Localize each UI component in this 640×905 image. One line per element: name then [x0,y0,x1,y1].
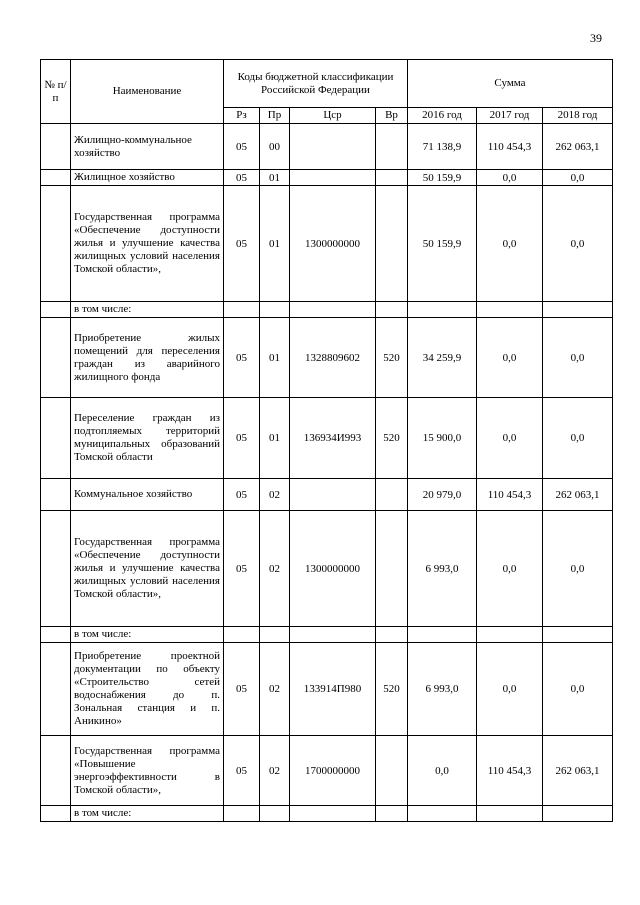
row-2016 [408,627,477,643]
row-name: Коммунальное хозяйство [71,479,224,511]
header-name: Наименование [71,60,224,124]
row-csr [290,170,376,186]
table-row [41,170,613,186]
header-pr: Пр [260,108,290,124]
table-row [41,479,613,511]
row-vr [376,302,408,318]
row-2016: 50 159,9 [408,186,477,302]
row-vr: 520 [376,318,408,398]
row-2018 [543,806,613,822]
row-2017: 110 454,3 [477,124,543,170]
row-name: в том числе: [71,302,224,318]
row-csr: 1700000000 [290,736,376,806]
header-num: № п/п [41,60,71,124]
row-2017: 110 454,3 [477,479,543,511]
row-2018: 0,0 [543,186,613,302]
row-2017 [477,806,543,822]
row-csr: 1300000000 [290,186,376,302]
row-pr: 01 [260,398,290,479]
row-vr [376,806,408,822]
row-2017 [477,627,543,643]
table-row [41,806,613,822]
row-num [41,479,71,511]
row-rz: 05 [224,186,260,302]
row-csr: 133914П980 [290,643,376,736]
row-pr: 02 [260,643,290,736]
row-name: Жилищное хозяйство [71,170,224,186]
row-name: Переселение граждан из подтопляемых территорий муниципальных образований Томской области [71,398,224,479]
row-2017: 0,0 [477,170,543,186]
row-vr [376,186,408,302]
row-2016: 20 979,0 [408,479,477,511]
row-vr [376,736,408,806]
row-num [41,124,71,170]
row-2016 [408,302,477,318]
row-name: в том числе: [71,806,224,822]
row-pr: 00 [260,124,290,170]
row-2017: 0,0 [477,186,543,302]
row-2017: 0,0 [477,643,543,736]
row-vr: 520 [376,398,408,479]
row-2016: 15 900,0 [408,398,477,479]
row-vr: 520 [376,643,408,736]
row-2016 [408,806,477,822]
table-row [41,186,613,302]
row-2016: 34 259,9 [408,318,477,398]
row-2018: 0,0 [543,511,613,627]
row-csr [290,627,376,643]
row-rz: 05 [224,511,260,627]
row-vr [376,479,408,511]
row-2016: 6 993,0 [408,511,477,627]
row-num [41,186,71,302]
row-rz: 05 [224,736,260,806]
row-pr: 02 [260,479,290,511]
row-num [41,806,71,822]
row-2018: 262 063,1 [543,736,613,806]
row-vr [376,170,408,186]
row-num [41,302,71,318]
header-2018: 2018 год [543,108,613,124]
row-name: Приобретение жилых помещений для переселения граждан из аварийного жилищного фонда [71,318,224,398]
row-2017 [477,302,543,318]
row-vr [376,511,408,627]
header-rz: Рз [224,108,260,124]
row-num [41,511,71,627]
row-2016: 71 138,9 [408,124,477,170]
row-2016: 0,0 [408,736,477,806]
row-2017: 0,0 [477,398,543,479]
row-rz: 05 [224,643,260,736]
row-csr: 1300000000 [290,511,376,627]
header-vr: Вр [376,108,408,124]
row-name: Жилищно-коммунальное хозяйство [71,124,224,170]
page-number: 39 [590,31,602,45]
row-rz: 05 [224,398,260,479]
row-2018: 0,0 [543,643,613,736]
row-vr [376,124,408,170]
row-pr [260,302,290,318]
row-rz: 05 [224,318,260,398]
table-row [41,736,613,806]
table-row [41,318,613,398]
table-row [41,627,613,643]
table-row [41,302,613,318]
row-csr [290,302,376,318]
table-row [41,643,613,736]
row-csr [290,479,376,511]
row-csr: 1328809602 [290,318,376,398]
row-csr: 136934И993 [290,398,376,479]
row-num [41,643,71,736]
row-2017: 110 454,3 [477,736,543,806]
row-csr [290,806,376,822]
row-name: Государственная программа «Обеспечение доступности жилья и улучшение качества жилищных условий населения Томской области», [71,186,224,302]
row-2016: 6 993,0 [408,643,477,736]
row-2018: 0,0 [543,398,613,479]
row-2018: 0,0 [543,170,613,186]
budget-table [40,59,613,822]
row-2018 [543,302,613,318]
row-pr: 02 [260,736,290,806]
row-name: Государственная программа «Повышение энергоэффективности в Томской области», [71,736,224,806]
row-pr: 02 [260,511,290,627]
header-2016: 2016 год [408,108,477,124]
row-csr [290,124,376,170]
row-pr: 01 [260,318,290,398]
row-num [41,318,71,398]
header-sum: Сумма [408,60,613,108]
row-num [41,627,71,643]
row-2017: 0,0 [477,511,543,627]
header-csr: Цср [290,108,376,124]
row-vr [376,627,408,643]
row-rz: 05 [224,170,260,186]
row-rz [224,627,260,643]
row-2018 [543,627,613,643]
header-2017: 2017 год [477,108,543,124]
row-num [41,736,71,806]
row-pr [260,806,290,822]
row-2018: 0,0 [543,318,613,398]
table-row [41,511,613,627]
row-pr [260,627,290,643]
row-name: в том числе: [71,627,224,643]
row-2018: 262 063,1 [543,479,613,511]
row-rz: 05 [224,124,260,170]
row-rz [224,806,260,822]
row-name: Приобретение проектной документации по объекту «Строительство сетей водоснабжения до п. Зональная станция и п. Аникино» [71,643,224,736]
table-row [41,124,613,170]
table-row [41,398,613,479]
row-pr: 01 [260,186,290,302]
row-rz [224,302,260,318]
row-rz: 05 [224,479,260,511]
row-num [41,398,71,479]
row-2016: 50 159,9 [408,170,477,186]
row-num [41,170,71,186]
row-2018: 262 063,1 [543,124,613,170]
header-codes: Коды бюджетной классификации Российской Федерации [224,60,408,108]
row-pr: 01 [260,170,290,186]
row-2017: 0,0 [477,318,543,398]
row-name: Государственная программа «Обеспечение доступности жилья и улучшение качества жилищных условий населения Томской области», [71,511,224,627]
